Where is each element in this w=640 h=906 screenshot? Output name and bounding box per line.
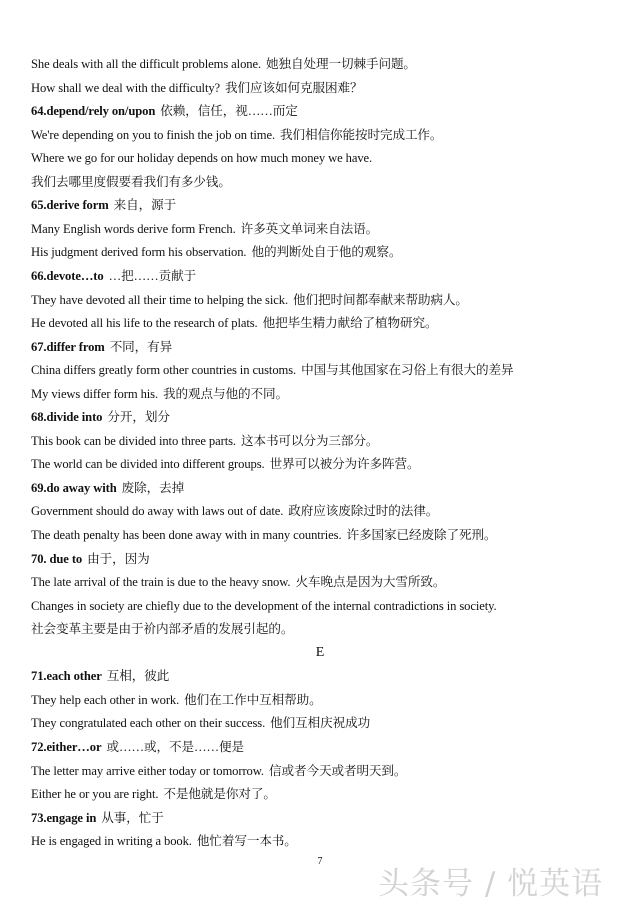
english-text: How shall we deal with the difficulty? [31,81,221,95]
chinese-text: 不同，有异 [109,340,173,354]
chinese-text: …把……贡献于 [108,269,197,283]
example-sentence [31,574,620,590]
chinese-text: 这本书可以分为三部分。 [240,434,379,448]
chinese-text: 互相，彼此 [106,669,170,683]
chinese-text: 分开，划分 [107,410,170,424]
english-text: The letter may arrive either today or tomorrow. [31,764,264,778]
chinese-text: 我们去哪里度假要看我们有多少钱。 [31,175,231,189]
english-text: His judgment derived form his observation. [31,245,247,259]
example-sentence [31,621,620,637]
example-sentence [31,715,620,731]
english-text: Either he or you are right. [31,787,159,801]
phrase-keyword: 66.devote…to [31,269,104,283]
chinese-text: 他把毕生精力献给了植物研究。 [262,316,438,330]
english-text: They have devoted all their time to helping the sick. [31,293,288,307]
english-text: China differs greatly form other countries in customs. [31,363,297,377]
chinese-text: 他的判断处自于他的观察。 [251,245,402,259]
entry-heading [31,409,620,425]
entry-heading [31,668,620,684]
chinese-text: 废除，去掉 [121,481,185,495]
entry-heading [31,103,620,119]
english-text: She deals with all the difficult problems alone. [31,57,261,71]
chinese-text: 她独自处理一切棘手问题。 [266,57,416,71]
example-sentence [31,692,620,708]
chinese-text: 从事，忙于 [101,811,164,825]
chinese-text: 他们把时间都奉献来帮助病人。 [293,293,468,307]
english-text: We're depending on you to finish the job on time. [31,128,275,142]
example-sentence [31,244,620,260]
chinese-text: 来自，源于 [113,198,177,212]
chinese-text: 我们相信你能按时完成工作。 [280,128,443,142]
english-text: The late arrival of the train is due to the heavy snow. [31,575,291,589]
english-text: He is engaged in writing a book. [31,834,192,848]
example-sentence [31,362,620,378]
example-sentence [31,386,620,402]
example-sentence [31,786,620,802]
entry-heading [31,268,620,284]
chinese-text: 我们应该如何克服困难？ [225,81,363,95]
chinese-text: 或……或，不是……便是 [106,740,244,754]
english-text: The death penalty has been done away with in many countries. [31,528,342,542]
chinese-text: 依赖，信任，视……而定 [160,104,298,118]
example-sentence [31,433,620,449]
example-sentence [31,80,620,96]
example-sentence [31,315,620,331]
english-text: Changes in society are chiefly due to the development of the internal contradictions in society. [31,599,497,613]
chinese-text: 中国与其他国家在习俗上有很大的差异 [301,363,514,377]
chinese-text: 他们互相庆祝成功 [270,716,371,730]
example-sentence [31,292,620,308]
chinese-text: 许多国家已经废除了死刑。 [346,528,497,542]
chinese-text: 不是他就是你对了。 [163,787,276,801]
example-sentence [31,127,620,143]
chinese-text: 信或者今天或者明天到。 [268,764,407,778]
example-sentence [31,150,620,166]
english-text: This book can be divided into three parts. [31,434,236,448]
page-number: 7 [317,856,323,867]
entry-heading [31,339,620,355]
english-text: Where we go for our holiday depends on how much money we have. [31,151,373,165]
chinese-text: 政府应该废除过时的法律。 [288,504,439,518]
phrase-keyword: 64.depend/rely on/upon [31,104,156,118]
entry-heading [31,197,620,213]
example-sentence [31,833,620,849]
example-sentence [31,763,620,779]
phrase-keyword: 65.derive form [31,198,109,212]
chinese-text: 他们在工作中互相帮助。 [184,693,322,707]
english-text: Government should do away with laws out of date. [31,504,284,518]
entry-heading [31,810,620,826]
chinese-text: 许多英文单词来自法语。 [240,222,379,236]
entry-heading [31,551,620,567]
english-text: Many English words derive form French. [31,222,236,236]
phrase-keyword: 73.engage in [31,811,97,825]
english-text: My views differ form his. [31,387,159,401]
english-text: E [315,645,325,660]
phrase-keyword: 72.either…or [31,740,102,754]
chinese-text: 他忙着写一本书。 [196,834,297,848]
phrase-keyword: 67.differ from [31,340,105,354]
example-sentence [31,598,620,614]
example-sentence [31,527,620,543]
english-text: The world can be divided into different groups. [31,457,265,471]
chinese-text: 世界可以被分为许多阵营。 [269,457,420,471]
phrase-keyword: 68.divide into [31,410,103,424]
english-text: They help each other in work. [31,693,180,707]
entry-heading [31,739,620,755]
section-letter [0,645,640,661]
chinese-text: 社会变革主要是由于祄内部矛盾的发展引起的。 [31,622,294,636]
phrase-keyword: 69.do away with [31,481,117,495]
example-sentence [31,174,620,190]
example-sentence [31,456,620,472]
example-sentence [31,503,620,519]
phrase-keyword: 70. due to [31,552,83,566]
chinese-text: 我的观点与他的不同。 [163,387,288,401]
english-text: He devoted all his life to the research of plats. [31,316,258,330]
english-text: They congratulated each other on their success. [31,716,266,730]
entry-heading [31,480,620,496]
example-sentence [31,56,620,72]
chinese-text: 火车晚点是因为大雪所致。 [295,575,446,589]
phrase-keyword: 71.each other [31,669,102,683]
watermark: 头条号 / 悦英语 [378,866,604,902]
example-sentence [31,221,620,237]
chinese-text: 由于，因为 [87,552,150,566]
